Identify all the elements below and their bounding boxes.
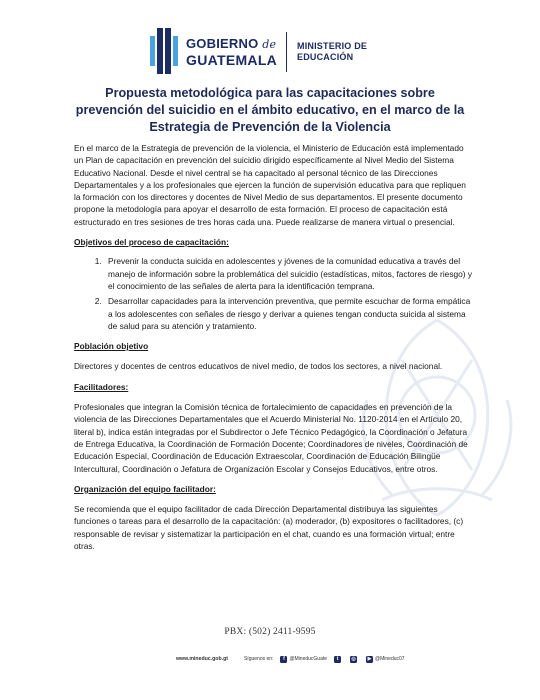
- facilitators-heading: Facilitadores:: [74, 381, 129, 392]
- population-heading: Población objetivo: [74, 341, 149, 352]
- government-wordmark: [186, 37, 277, 67]
- instagram-icon: ◎: [351, 655, 356, 662]
- population-text: Directores y docentes de centros educativos de nivel medio, de todos los sectores, a nivel nacional.: [74, 361, 443, 372]
- social-facebook[interactable]: [280, 656, 327, 663]
- header-divider: [286, 32, 287, 72]
- organization-text: Se recomienda que el equipo facilitador de cada Dirección Departamental distribuya las siguientes funciones o tareas para el desarrollo de la capacitación: (a) moderador, (b) expositores o facilitadores, (c) responsable de revisar y sistematizar la participación en el chat, cuando es una formación virtual; entre otras.: [74, 504, 464, 552]
- ministry-wordmark: [297, 41, 367, 64]
- pbx-phone: PBX: (502) 2411-9595: [224, 627, 316, 637]
- intro-paragraph: En el marco de la Estrategia de prevención de la violencia, el Ministerio de Educación está implementado un Plan de capacitación en prevención del suicidio dirigido específicamente al Nivel Medio del Sistema Educativo Nacional. Desde el nivel central se ha capacitado al personal técnico de las Direcciones Departamentales y a los profesionales que ejercen la función de supervisión educativa para que repliquen la formación con los directores y docentes de Nivel Medio de sus departamentos. El presente documento propone la metodología para apoyar el desarrollo de esta formación. El proceso de capacitación está estructurado en tres sesiones de tres horas cada una. Puede realizarse de manera virtual o presencial.: [74, 143, 466, 227]
- facilitators-text: Profesionales que integran la Comisión técnica de fortalecimiento de capacidades en prevención de la violencia de las Direcciones Departamentales que el Acuerdo Ministerial No. 1120-2014 en el Artículo 20, literal b), indica están integradas por el Subdirector o Jefe Técnico Pedagógico, la Coordinación o Jefatura de Entrega Educativa, la Coordinación de Formación Docente; Coordinadores de niveles, Coordinación de Educación Especial, Coordinación de Educación Extraescolar, Coordinación de Educación Bilingüe Intercultural, Coordinación o Jefatura de Organización Escolar y Consejos Educativos, entre otros.: [74, 402, 468, 474]
- footer-bar: [176, 653, 412, 665]
- youtube-icon: ▶: [367, 655, 372, 662]
- ministry-line2: EDUCACIÓN: [297, 52, 354, 63]
- facebook-icon: f: [280, 656, 287, 663]
- objectives-list: [74, 255, 474, 332]
- social-handle-2: @Mineduc07: [375, 656, 405, 662]
- objectives-heading: Objetivos del proceso de capacitación:: [74, 237, 229, 248]
- website-link[interactable]: www.mineduc.gob.gt: [176, 656, 228, 662]
- ministry-line1: MINISTERIO DE: [297, 41, 368, 51]
- social-instagram[interactable]: [350, 656, 359, 663]
- objective-item: 2. Desarrollar capacidades para la intervención preventiva, que permite escuchar de forma empática a los adolescentes con señales de riesgo y derivar a quienes tengan conducta suicida al sistema de salud para su atención y tratamiento.: [104, 295, 474, 332]
- gov-line1-de: de: [262, 38, 277, 51]
- gov-line2: GUATEMALA: [186, 52, 278, 68]
- follow-label: Síguenos en:: [243, 656, 274, 662]
- twitter-icon: t: [334, 656, 341, 663]
- social-twitter[interactable]: [334, 656, 343, 663]
- gov-line1-a: GOBIERNO: [186, 36, 259, 51]
- document-title: Propuesta metodológica para las capacitaciones sobre prevención del suicidio en el ámbito educativo, en el marco de la Estrategia de Prevención de la Violencia: [75, 86, 465, 134]
- document-body: [74, 142, 474, 552]
- organization-heading: Organización del equipo facilitador:: [74, 483, 216, 494]
- letterhead: [0, 24, 540, 84]
- guatemala-logo-icon: [150, 28, 178, 74]
- social-youtube[interactable]: [366, 656, 405, 663]
- social-handle-1: @MineducGuate: [289, 656, 328, 662]
- objective-item: 1. Prevenir la conducta suicida en adolescentes y jóvenes de la comunidad educativa a través del manejo de información sobre la problemática del suicidio (estadísticas, mitos, factores de riesgo) y el conocimiento de las señales de alerta para la identificación temprana.: [104, 255, 474, 292]
